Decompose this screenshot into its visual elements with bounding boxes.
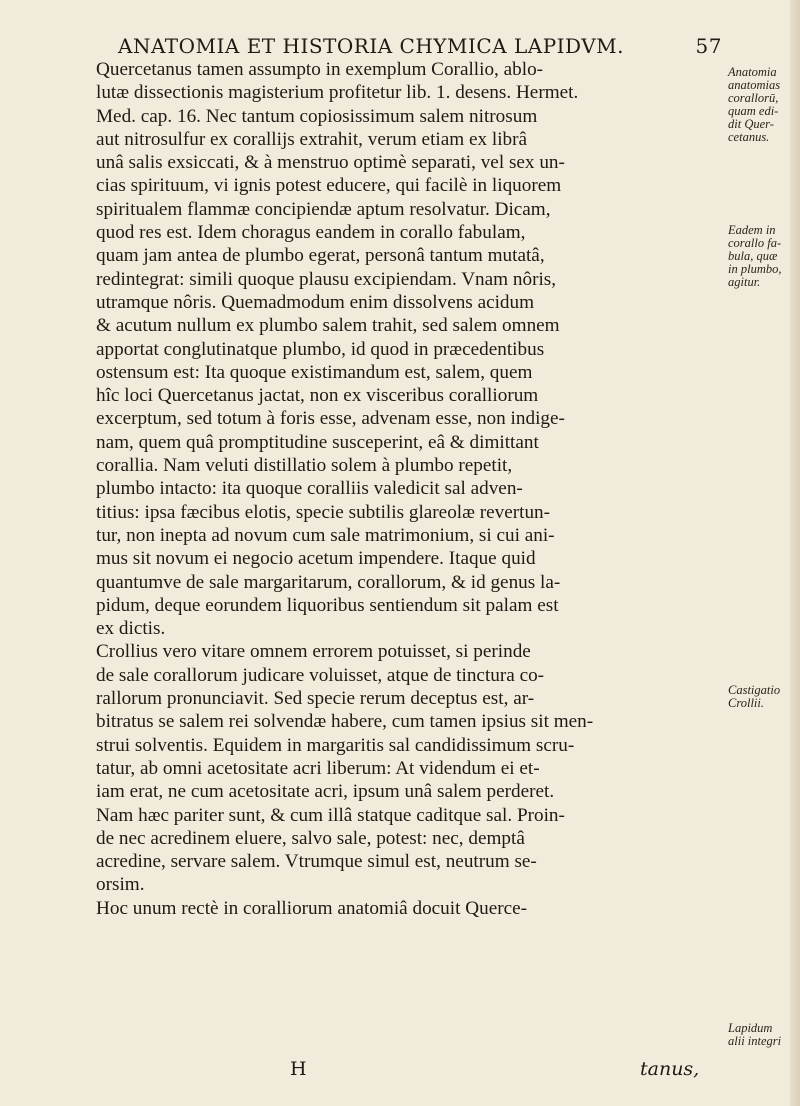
main-text [96,58,724,920]
text-line: acredine, servare salem. Vtrumque simul est, neutrum se- [96,851,537,873]
text-line: iam erat, ne cum acetositate acri, ipsum unâ salem perderet. [96,781,555,803]
text-line: mus sit novum ei negocio acetum impendere. Itaque quid [96,548,536,570]
text-line: corallia. Nam veluti distillatio solem à plumbo repetit, [96,455,513,477]
text-line: tur, non inepta ad novum cum sale matrimonium, si cui ani- [96,524,555,546]
text-line: quam jam antea de plumbo egerat, personâ tantum mutatâ, [96,245,545,267]
text-line: Med. cap. 16. Nec tantum copiosissimum salem nitrosum [96,105,538,127]
text-line: titius: ipsa fæcibus elotis, specie subtilis glareolæ revertun- [96,501,551,523]
text-line: quod res est. Idem choragus eandem in corallo fabulam, [96,222,526,244]
marginal-note-eadem: Eadem in corallo fa- bula, quæ in plumbo, agitur. [728,223,782,289]
page-edge [790,0,800,1106]
running-title: ANATOMIA ET HISTORIA CHYMICA LAPIDVM. [118,34,625,58]
text-line: orsim. [96,874,145,896]
text-line: pidum, deque eorundem liquoribus sentiendum sit palam est [96,594,559,616]
text-line: excerptum, sed totum à foris esse, advenam esse, non indige- [96,408,565,430]
text-line: redintegrat: simili quoque plausu excipiendam. Vnam nôris, [96,268,557,290]
text-line: bitratus se salem rei solvendæ habere, cum tamen ipsius sit men- [96,711,594,733]
marginal-note-anatomia: Anatomia anatomias corallorū, quam edi- dit Quer- cetanus. [728,65,781,144]
text-line: strui solventis. Equidem in margaritis sal candidissimum scru- [96,734,575,756]
signature-mark: H [290,1058,307,1080]
text-line: ostensum est: Ita quoque existimandum est, salem, quem [96,361,533,383]
text-line: & acutum nullum ex plumbo salem trahit, sed salem omnem [96,315,560,337]
text-line: de nec acredinem eluere, salvo sale, potest: nec, demptâ [96,827,525,849]
text-line: lutæ dissectionis magisterium profitetur lib. 1. desens. Hermet. [96,82,579,104]
marginal-note-lapidum: Lapidum alii integri [728,1021,782,1048]
text-line: quantumve de sale margaritarum, corallorum, & id genus la- [96,571,561,593]
marginal-note-castigatio: Castigatio Crollii. [728,683,781,710]
text-line: apportat conglutinatque plumbo, id quod in præcedentibus [96,338,545,360]
catchword: tanus, [640,1058,700,1080]
text-line: hîc loci Quercetanus jactat, non ex visceribus coralliorum [96,385,539,407]
text-line: aut nitrosulfur ex corallijs extrahit, verum etiam ex librâ [96,128,528,150]
text-line: ex dictis. [96,618,166,640]
page-number: 57 [695,34,722,58]
text-line: de sale corallorum judicare voluisset, atque de tinctura co- [96,664,545,686]
text-line: Hoc unum rectè in coralliorum anatomiâ docuit Querce- [96,897,528,919]
text-line: nam, quem quâ promptitudine susceperint, eâ & dimittant [96,431,539,453]
text-line: cias spirituum, vi ignis potest educere, qui facilè in liquorem [96,175,562,197]
text-line: plumbo intacto: ita quoque coralliis valedicit sal adven- [96,478,523,500]
text-line: rallorum pronunciavit. Sed specie rerum deceptus est, ar- [96,688,535,710]
text-line: spiritualem flammæ concipiendæ aptum resolvatur. Dicam, [96,198,551,220]
text-line: Quercetanus tamen assumpto in exemplum Corallio, ablo- [96,59,544,80]
text-line: Crollius vero vitare omnem errorem potuisset, si perinde [96,641,531,663]
text-line: Nam hæc pariter sunt, & cum illâ statque caditque sal. Proin- [96,804,565,826]
text-line: tatur, ab omni acetositate acri liberum: At videndum ei et- [96,757,540,779]
text-line: unâ salis exsiccati, & à menstruo optimè separati, vel sex un- [96,152,565,174]
text-line: utramque nôris. Quemadmodum enim dissolvens acidum [96,291,535,313]
